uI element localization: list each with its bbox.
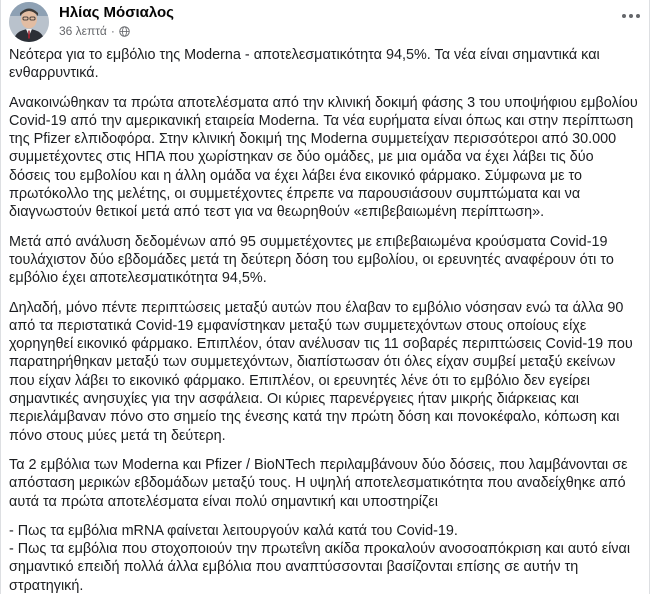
post-paragraph: Δηλαδή, μόνο πέντε περιπτώσεις μεταξύ αυτών που έλαβαν το εμβόλιο νόσησαν ενώ τα άλλα 90 από τα περιστατικά Covid-19 εμφανίστηκαν μεταξύ των συμμετεχόντων στους οποίους είχε χορηγηθεί εικονικό φάρμακο. Επιπλέον, όταν ανέλυσαν τις 11 σοβαρές περιπτώσεις Covid-19 που παρατηρήθηκαν μεταξύ των συμμετεχόντων, διαπίστωσαν ότι όλες είχαν συμβεί μεταξύ εκείνων που είχαν λάβει το εικονικό φάρμακο. Επιπλέον, οι ερευνητές λένε ότι το εμβόλιο δεν εγείρει σημαντικές ανησυχίες για την ασφάλεια. Οι κύριες παρενέργειες ήταν μικρής διάρκειας και περιελάμβαναν πόνο στο σημείο της ένεσης κατά την πρώτη δόση και πονοκέφαλο, κόπωση και πόνο στους μύες μετά τη δεύτερη. — [9, 299, 633, 444]
post-timestamp[interactable]: 36 λεπτά — [59, 24, 107, 38]
post-header — [9, 2, 643, 42]
post-paragraph: Ανακοινώθηκαν τα πρώτα αποτελέσματα από την κλινική δοκιμή φάσης 3 του υποψήφιου εμβολίου Covid-19 από την αμερικανική εταιρεία Moderna. Τα νέα ευρήματα είναι όπως και στην περίπτωση της Pfizer ελπιδοφόρα. Στην κλινική δοκιμή της Moderna συμμετείχαν περισσότεροι από 30.000 συμμετέχοντες στις ΗΠΑ που χωρίστηκαν σε δύο ομάδες, με μια ομάδα να έχει λάβει τις δύο δόσεις του εμβολίου και η άλλη ομάδα να έχει λάβει ένα εικονικό φάρμακο. Σύμφωνα με το πρωτόκολλο της μελέτης, οι συμμετέχοντες έπρεπε να παρουσιάσουν συμπτώματα και να διαγνωστούν θετικοί μετά από τεστ για να θεωρηθούν «επιβεβαιωμένη περίπτωση». — [9, 94, 638, 221]
post-paragraph: Μετά από ανάλυση δεδομένων από 95 συμμετέχοντες με επιβεβαιωμένα κρούσματα Covid-19 τουλάχιστον δύο εβδομάδες μετά τη δεύτερη δόση του εμβολίου, οι ερευνητές αναφέρουν ότι το εμβόλιο έχει αποτελεσματικότητα 94,5%. — [9, 233, 614, 287]
author-name[interactable]: Ηλίας Μόσιαλος — [59, 4, 174, 21]
post-paragraph: Νεότερα για το εμβόλιο της Moderna - αποτελεσματικότητα 94,5%. Τα νέα είναι σημαντικά και ενθαρρυντικά. — [9, 47, 600, 82]
dot-icon — [629, 14, 633, 18]
dot-icon — [636, 14, 640, 18]
meta-separator: · — [110, 24, 115, 38]
post-bullet: - Πως τα εμβόλια mRNA φαίνεται λειτουργούν καλά κατά του Covid-19. — [9, 522, 458, 539]
post-bullet: - Πως τα εμβόλια που στοχοποιούν την πρωτεΐνη ακίδα προκαλούν ανοσοαπόκριση και αυτό είναι σημαντικό επειδή πολλά άλλα εμβόλια που αναπτύσσονται βασίζονται επίσης σε αυτήν τη στρατηγική. — [9, 541, 631, 594]
dot-icon — [622, 14, 626, 18]
more-options-button[interactable] — [619, 6, 643, 26]
post-meta — [59, 24, 130, 38]
avatar-photo-icon — [9, 2, 49, 42]
globe-icon[interactable] — [119, 26, 130, 37]
author-avatar[interactable] — [9, 2, 49, 42]
post-body — [9, 46, 639, 595]
post-paragraph: Τα 2 εμβόλια των Moderna και Pfizer / BioNTech περιλαμβάνουν δύο δόσεις, που λαμβάνονται σε απόσταση μερικών εβδομάδων μεταξύ τους. Η υψηλή αποτελεσματικότητα που αναδείχθηκε από αυτά τα πρώτα αποτελέσματα είναι πολύ σημαντική και υποστηρίζει — [9, 456, 628, 510]
